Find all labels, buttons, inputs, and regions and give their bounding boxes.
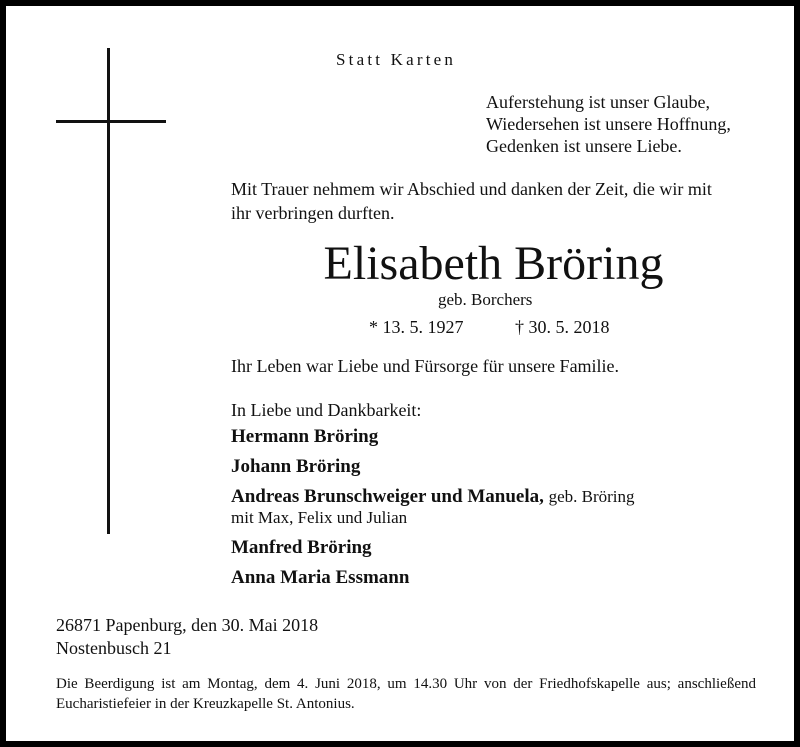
intro-line: Mit Trauer nehmem wir Abschied und danken der Zeit, die wir mit (231, 179, 712, 199)
maiden-name: geb. Borchers (438, 290, 533, 309)
quote-block (486, 91, 731, 157)
family-member (231, 486, 635, 508)
birth-date: * 13. 5. 1927 (369, 317, 464, 337)
family-member: Manfred Bröring (231, 537, 372, 558)
deceased-name: Elisabeth Bröring (323, 237, 664, 290)
street-address: Nostenbusch 21 (56, 638, 172, 658)
death-date: † 30. 5. 2018 (515, 317, 610, 337)
family-member: Johann Bröring (231, 456, 361, 477)
family-member-name: Andreas Brunschweiger und Manuela, (231, 486, 544, 507)
family-children: mit Max, Felix und Julian (231, 508, 408, 527)
thanks-line: In Liebe und Dankbarkeit: (231, 400, 422, 420)
quote-line: Gedenken ist unsere Liebe. (486, 136, 682, 156)
funeral-info: Die Beerdigung ist am Montag, dem 4. Juni 2018, um 14.30 Uhr von der Friedhofskapelle aus; anschließend Eucharistiefeier in der Kreuzkapelle St. Antonius. (56, 676, 756, 712)
life-line: Ihr Leben war Liebe und Fürsorge für unsere Familie. (231, 356, 620, 376)
quote-line: Auferstehung ist unser Glaube, (486, 92, 710, 112)
place-date: 26871 Papenburg, den 30. Mai 2018 (56, 615, 319, 635)
family-member-nee: geb. Bröring (548, 487, 635, 506)
family-member: Hermann Bröring (231, 426, 379, 447)
cross-icon-bar (56, 120, 166, 123)
header-statt-karten: Statt Karten (336, 50, 457, 69)
quote-line: Wiedersehen ist unsere Hoffnung, (486, 114, 731, 134)
family-member: Anna Maria Essmann (231, 567, 410, 588)
intro-text (231, 177, 712, 225)
intro-line: ihr verbringen durften. (231, 203, 395, 223)
